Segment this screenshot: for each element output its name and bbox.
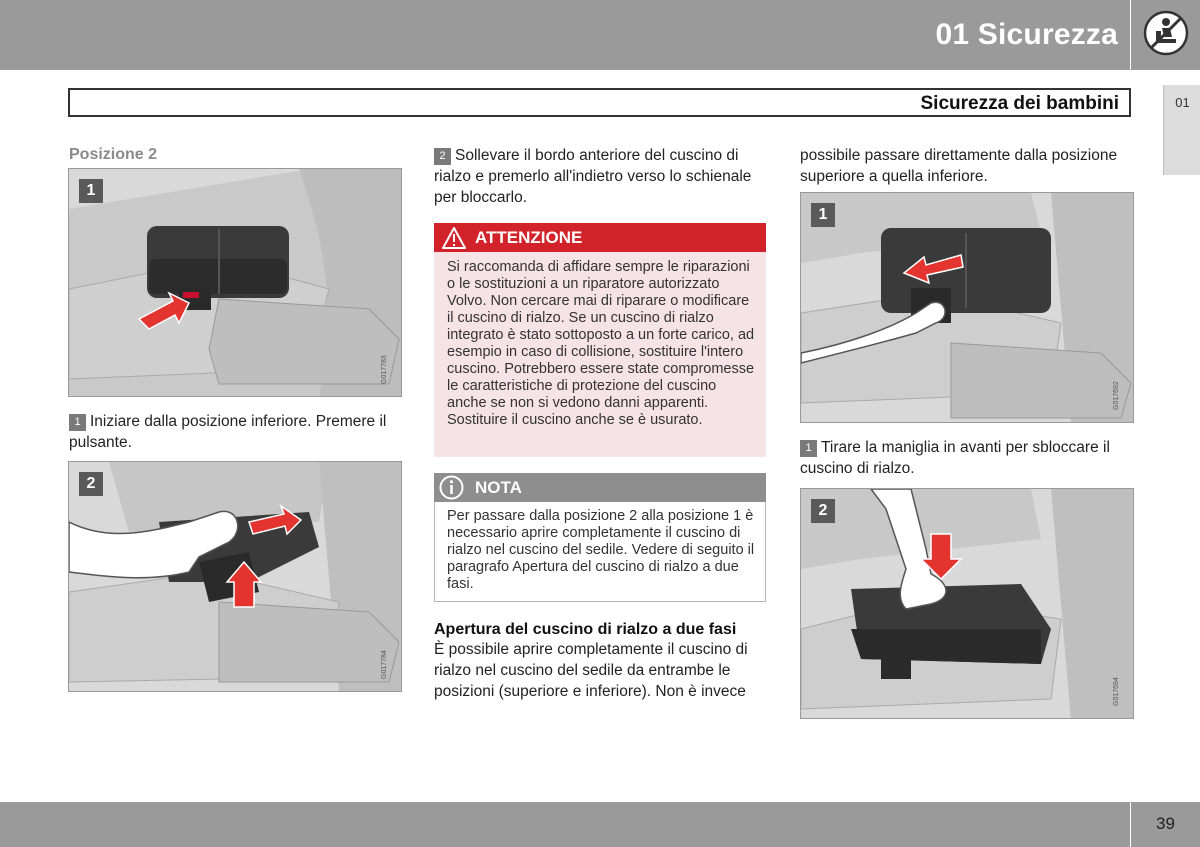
figure-code: G017692: [1113, 381, 1120, 410]
section-title-box: [68, 88, 1131, 117]
step-1-pull-text: [800, 437, 1140, 479]
figure-lift-cushion: [68, 461, 402, 692]
step-badge: 1: [800, 440, 817, 457]
info-icon: [439, 475, 464, 500]
step-text: Sollevare il bordo anteriore del cuscino di rialzo e premerlo all'indietro verso lo schienale per bloccarlo.: [434, 147, 752, 206]
figure-number-2: 2: [811, 499, 835, 523]
step-badge: 1: [69, 414, 86, 431]
figure-push-cushion: [800, 488, 1134, 719]
figure-code: G017783: [381, 355, 388, 384]
continued-paragraph: possibile passare direttamente dalla posizione superiore a quella inferiore.: [800, 147, 1118, 185]
seat-illustration: [69, 169, 402, 397]
step-text: Iniziare dalla posizione inferiore. Premere il pulsante.: [69, 413, 387, 451]
warning-box: [434, 223, 766, 457]
note-text: Per passare dalla posizione 2 alla posizione 1 è necessario aprire completamente il cuscino di rialzo nel cuscino del sedile. Vedere di seguito il paragrafo Apertura del cuscino di rialzo a due fasi.: [447, 508, 755, 592]
note-title: NOTA: [475, 478, 522, 497]
seat-illustration: [69, 462, 402, 692]
warning-header: [434, 223, 766, 252]
figure-number-2: 2: [79, 472, 103, 496]
chapter-title: 01 Sicurezza: [935, 18, 1118, 51]
figure-code: G017694: [1113, 677, 1120, 706]
step-1-text: [69, 411, 403, 453]
seat-illustration: [801, 193, 1134, 423]
chapter-header-bar: [0, 0, 1130, 70]
figure-number-1: 1: [811, 203, 835, 227]
step-badge: 2: [434, 148, 451, 165]
figure-code: G017784: [381, 650, 388, 679]
warning-text: Si raccomanda di affidare sempre le riparazioni o le sostituzioni a un riparatore autorizzato Volvo. Non cercare mai di riparare o modificare il cuscino di rialzo. Se un cuscino di rialzo integrato è stato sottoposto a un forte carico, ad esempio in caso di collisione, sostituire l'intero cuscino. Potrebbero essere state compromesse le caratteristiche di protezione del cuscino anche se non si vedono danni apparenti. Sostituire il cuscino anche se è usurato.: [447, 259, 755, 428]
chapter-tab-label: 01: [1175, 95, 1190, 110]
warning-triangle-icon: [442, 227, 466, 249]
child-seat-icon: [1142, 9, 1190, 57]
step-text: Tirare la maniglia in avanti per sbloccare il cuscino di rialzo.: [800, 439, 1110, 477]
note-box: [434, 473, 766, 602]
seat-illustration: [801, 489, 1134, 719]
chapter-icon-box: [1131, 0, 1200, 70]
footer-bar: [0, 802, 1130, 847]
figure-number-1: 1: [79, 179, 103, 203]
section-title: Sicurezza dei bambini: [920, 93, 1119, 114]
chapter-tab: [1163, 85, 1200, 175]
step-2-text: [434, 145, 768, 208]
two-stage-opening-paragraph: È possibile aprire completamente il cuscino di rialzo nel cuscino del sedile da entrambe le posizioni (superiore e inferiore). Non è invece: [434, 641, 748, 700]
two-stage-opening-heading: Apertura del cuscino di rialzo a due fasi: [434, 621, 737, 638]
figure-pull-handle: [800, 192, 1134, 423]
page-number: 39: [1156, 814, 1175, 833]
figure-press-button: [68, 168, 402, 397]
page-number-box: [1131, 802, 1200, 847]
warning-title: ATTENZIONE: [475, 228, 583, 247]
note-header: [434, 473, 766, 502]
position-subheading: Posizione 2: [69, 146, 158, 163]
